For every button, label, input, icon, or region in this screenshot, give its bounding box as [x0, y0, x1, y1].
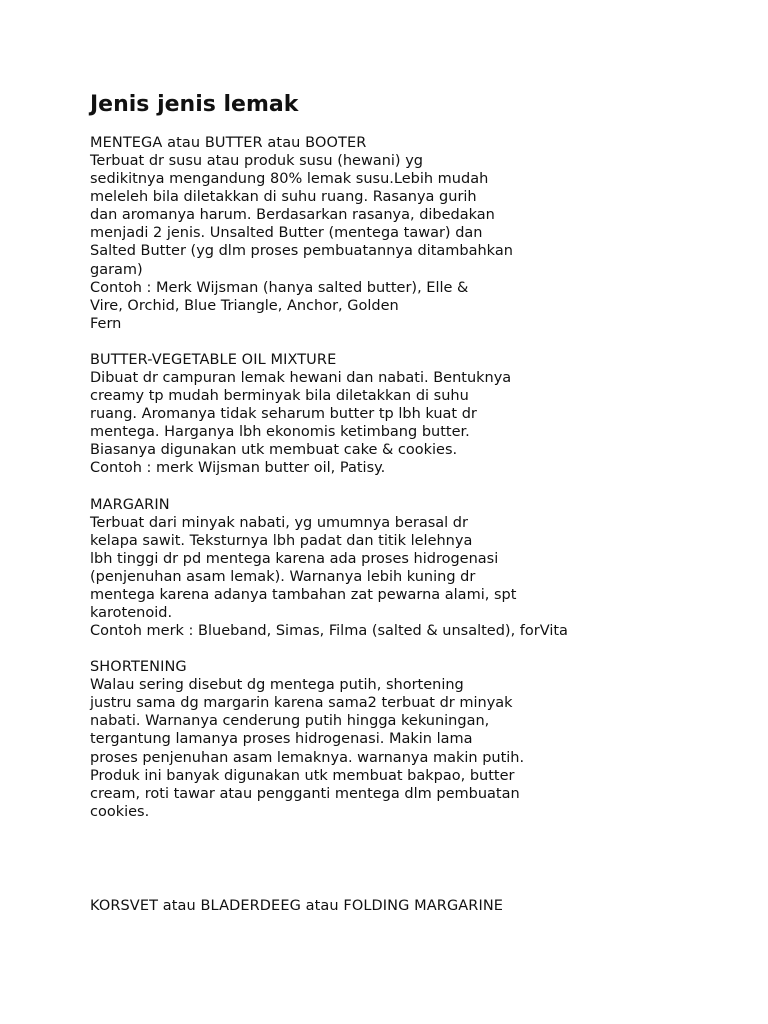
paragraph-line: proses penjenuhan asam lemaknya. warnanya makin putih.	[90, 749, 525, 766]
paragraph-line: mentega. Harganya lbh ekonomis ketimbang butter.	[90, 424, 470, 441]
section-heading: SHORTENING	[90, 659, 187, 676]
section-butter-vegetable-oil	[90, 351, 750, 478]
paragraph-line: Contoh : merk Wijsman butter oil, Patisy.	[90, 460, 386, 477]
paragraph-line: ruang. Aromanya tidak seharum butter tp lbh kuat dr	[90, 406, 477, 423]
section-heading: BUTTER-VEGETABLE OIL MIXTURE	[90, 351, 337, 368]
paragraph-line: nabati. Warnanya cenderung putih hingga kekuningan,	[90, 713, 490, 730]
paragraph-line: cookies.	[90, 803, 150, 820]
section-mentega	[90, 134, 750, 333]
paragraph-line: kelapa sawit. Teksturnya lbh padat dan titik lelehnya	[90, 532, 473, 549]
paragraph-line: mentega karena adanya tambahan zat pewarna alami, spt	[90, 586, 517, 603]
section-heading: MARGARIN	[90, 496, 170, 513]
paragraph-line: Produk ini banyak digunakan utk membuat bakpao, butter	[90, 767, 515, 784]
paragraph-line: Terbuat dr susu atau produk susu (hewani) yg	[90, 153, 423, 169]
paragraph-line: Walau sering disebut dg mentega putih, shortening	[90, 677, 464, 694]
paragraph-line: Salted Butter (yg dlm proses pembuatannya ditambahkan	[90, 243, 513, 260]
document-title: Jenis jenis lemak	[90, 92, 299, 117]
paragraph-line: sedikitnya mengandung 80% lemak susu.Lebih mudah	[90, 171, 489, 188]
paragraph-line: Biasanya digunakan utk membuat cake & cookies.	[90, 442, 458, 459]
paragraph-line: meleleh bila diletakkan di suhu ruang. Rasanya gurih	[90, 189, 477, 206]
section-shortening	[90, 658, 750, 821]
paragraph-line: Contoh : Merk Wijsman (hanya salted butter), Elle &	[90, 279, 469, 296]
paragraph-line: menjadi 2 jenis. Unsalted Butter (mentega tawar) dan	[90, 225, 483, 242]
section-margarin	[90, 496, 750, 641]
spacer	[90, 839, 750, 897]
document-page	[90, 90, 750, 933]
paragraph-line: karotenoid.	[90, 604, 173, 621]
paragraph-line: dan aromanya harum. Berdasarkan rasanya, dibedakan	[90, 207, 495, 224]
paragraph-line: Vire, Orchid, Blue Triangle, Anchor, Golden	[90, 297, 399, 314]
paragraph-line: Dibuat dr campuran lemak hewani dan nabati. Bentuknya	[90, 369, 512, 386]
section-korsvet	[90, 897, 750, 915]
paragraph-line: Fern	[90, 315, 122, 332]
section-heading: MENTEGA atau BUTTER atau BOOTER	[90, 135, 367, 151]
paragraph-line: Terbuat dari minyak nabati, yg umumnya berasal dr	[90, 514, 468, 531]
paragraph-line: tergantung lamanya proses hidrogenasi. Makin lama	[90, 731, 473, 748]
paragraph-line: lbh tinggi dr pd mentega karena ada proses hidrogenasi	[90, 550, 499, 567]
section-heading: KORSVET atau BLADERDEEG atau FOLDING MARGARINE	[90, 897, 504, 914]
paragraph-line: Contoh merk : Blueband, Simas, Filma (salted & unsalted), forVita	[90, 623, 568, 640]
paragraph-line: garam)	[90, 261, 143, 278]
paragraph-line: (penjenuhan asam lemak). Warnanya lebih kuning dr	[90, 568, 476, 585]
paragraph-line: creamy tp mudah berminyak bila diletakkan di suhu	[90, 388, 469, 405]
paragraph-line: justru sama dg margarin karena sama2 terbuat dr minyak	[90, 695, 513, 712]
paragraph-line: cream, roti tawar atau pengganti mentega dlm pembuatan	[90, 785, 520, 802]
